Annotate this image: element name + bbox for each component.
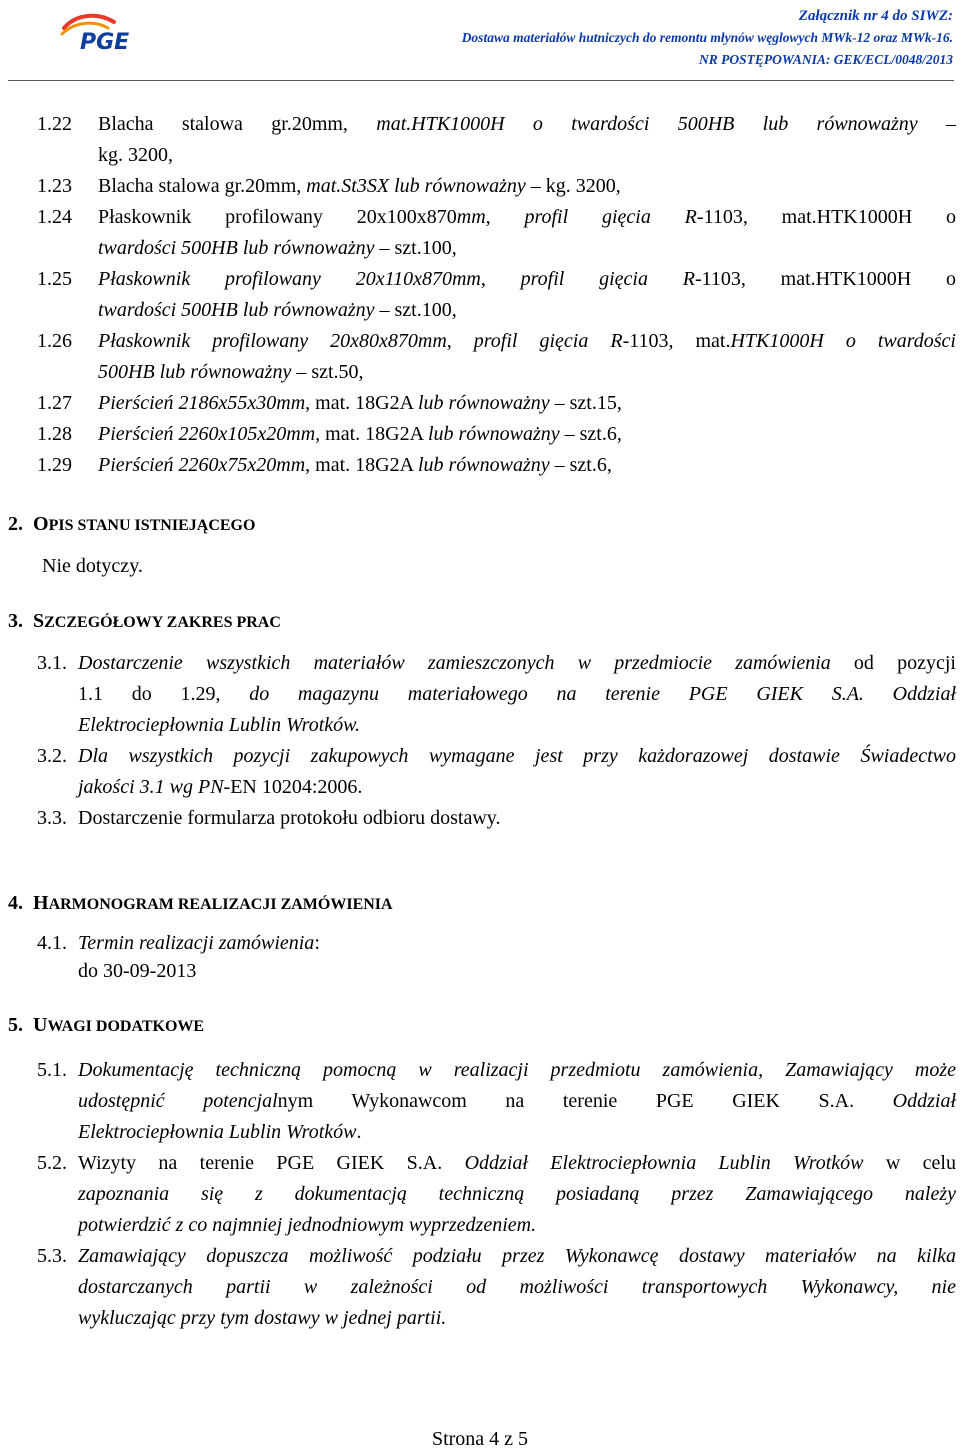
section-3-heading: 3. SZCZEGÓŁOWY ZAKRES PRAC [8,610,281,632]
section-5-heading: 5. UWAGI DODATKOWE [8,1014,205,1036]
item-1-28: Pierścień 2260x105x20mm, mat. 18G2A lub równoważny – szt.6, [98,423,622,445]
paragraph-number: 5.3. [37,1245,67,1267]
paragraph-number: 3.2. [37,745,67,767]
header-line-3: NR POSTĘPOWANIA: GEK/ECL/0048/2013 [698,52,953,67]
paragraph-3-1-line-2: 1.1 do 1.29, do magazynu materiałowego na terenie PGE GIEK S.A. Oddział [78,683,956,705]
paragraph-3-2: Dla wszystkich pozycji zakupowych wymagane jest przy każdorazowej dostawie Świadectwo [78,745,956,767]
item-number: 1.25 [37,268,72,290]
item-1-29: Pierścień 2260x75x20mm, mat. 18G2A lub równoważny – szt.6, [98,454,612,476]
item-number: 1.27 [37,392,72,414]
paragraph-5-1: Dokumentację techniczną pomocną w realizacji przedmiotu zamówienia, Zamawiający może [78,1059,956,1081]
item-number: 1.24 [37,206,72,228]
item-1-23: Blacha stalowa gr.20mm, mat.St3SX lub równoważny – kg. 3200, [98,175,621,197]
paragraph-5-2: Wizyty na terenie PGE GIEK S.A. Oddział Elektrociepłownia Lublin Wrotków w celu [78,1152,956,1174]
paragraph-number: 3.3. [37,807,67,829]
item-1-22: Blacha stalowa gr.20mm, mat.HTK1000H o twardości 500HB lub równoważny – [98,113,956,135]
paragraph-5-2-line-2: zapoznania się z dokumentacją techniczną posiadaną przez Zamawiającego należy [78,1183,956,1205]
pge-logo [58,12,158,52]
item-1-25-cont: twardości 500HB lub równoważny – szt.100, [98,299,457,321]
item-number: 1.28 [37,423,72,445]
paragraph-5-3-line-2: dostarczanych partii w zależności od możliwości transportowych Wykonawcy, nie [78,1276,956,1298]
section-2-heading: 2. OPIS STANU ISTNIEJĄCEGO [8,513,256,535]
paragraph-number: 4.1. [37,932,67,954]
item-1-24-cont: twardości 500HB lub równoważny – szt.100, [98,237,457,259]
header-line-1: Załącznik nr 4 do SIWZ: [798,8,953,24]
item-1-22-cont: kg. 3200, [98,144,173,166]
paragraph-number: 5.1. [37,1059,67,1081]
section-2-text: Nie dotyczy. [42,555,143,577]
pge-logo-text: PGE [80,30,130,52]
item-1-27: Pierścień 2186x55x30mm, mat. 18G2A lub równoważny – szt.15, [98,392,622,414]
paragraph-5-3-line-3: wykluczając przy tym dostawy w jednej partii. [78,1307,447,1329]
item-1-24: Płaskownik profilowany 20x100x870mm, profil gięcia R-1103, mat.HTK1000H o [98,206,957,228]
page-number: Strona 4 z 5 [431,1428,529,1450]
paragraph-5-2-line-3: potwierdzić z co najmniej jednodniowym wyprzedzeniem. [78,1214,537,1236]
item-1-25: Płaskownik profilowany 20x110x870mm, profil gięcia R-1103, mat.HTK1000H o [98,268,956,290]
paragraph-3-1: Dostarczenie wszystkich materiałów zamieszczonych w przedmiocie zamówienia od pozycji [78,652,956,674]
item-number: 1.23 [37,175,72,197]
item-number: 1.29 [37,454,72,476]
paragraph-3-2-line-2: jakości 3.1 wg PN-EN 10204:2006. [78,776,363,798]
section-4-heading: 4. HARMONOGRAM REALIZACJI ZAMÓWIENIA [8,892,393,914]
paragraph-number: 5.2. [37,1152,67,1174]
paragraph-3-1-line-3: Elektrociepłownia Lublin Wrotków. [78,714,361,736]
item-number: 1.22 [37,113,72,135]
header-line-2: Dostawa materiałów hutniczych do remontu młynów węglowych MWk-12 oraz MWk-16. [461,30,953,45]
paragraph-number: 3.1. [37,652,67,674]
document-header [462,5,953,71]
paragraph-3-3: Dostarczenie formularza protokołu odbioru dostawy. [78,807,501,829]
item-number: 1.26 [37,330,72,352]
item-1-26: Płaskownik profilowany 20x80x870mm, profil gięcia R-1103, mat.HTK1000H o twardości [98,330,956,352]
deadline-value: do 30-09-2013 [78,960,197,982]
paragraph-4-1: Termin realizacji zamówienia: [78,932,320,954]
paragraph-5-3: Zamawiający dopuszcza możliwość podziału przez Wykonawcę dostawy materiałów na kilka [78,1245,956,1267]
paragraph-5-1-line-2: udostępnić potencjalnym Wykonawcom na terenie PGE GIEK S.A. Oddział [78,1090,956,1112]
header-divider [8,80,954,81]
item-1-26-cont: 500HB lub równoważny – szt.50, [98,361,364,383]
paragraph-5-1-line-3: Elektrociepłownia Lublin Wrotków. [78,1121,362,1143]
